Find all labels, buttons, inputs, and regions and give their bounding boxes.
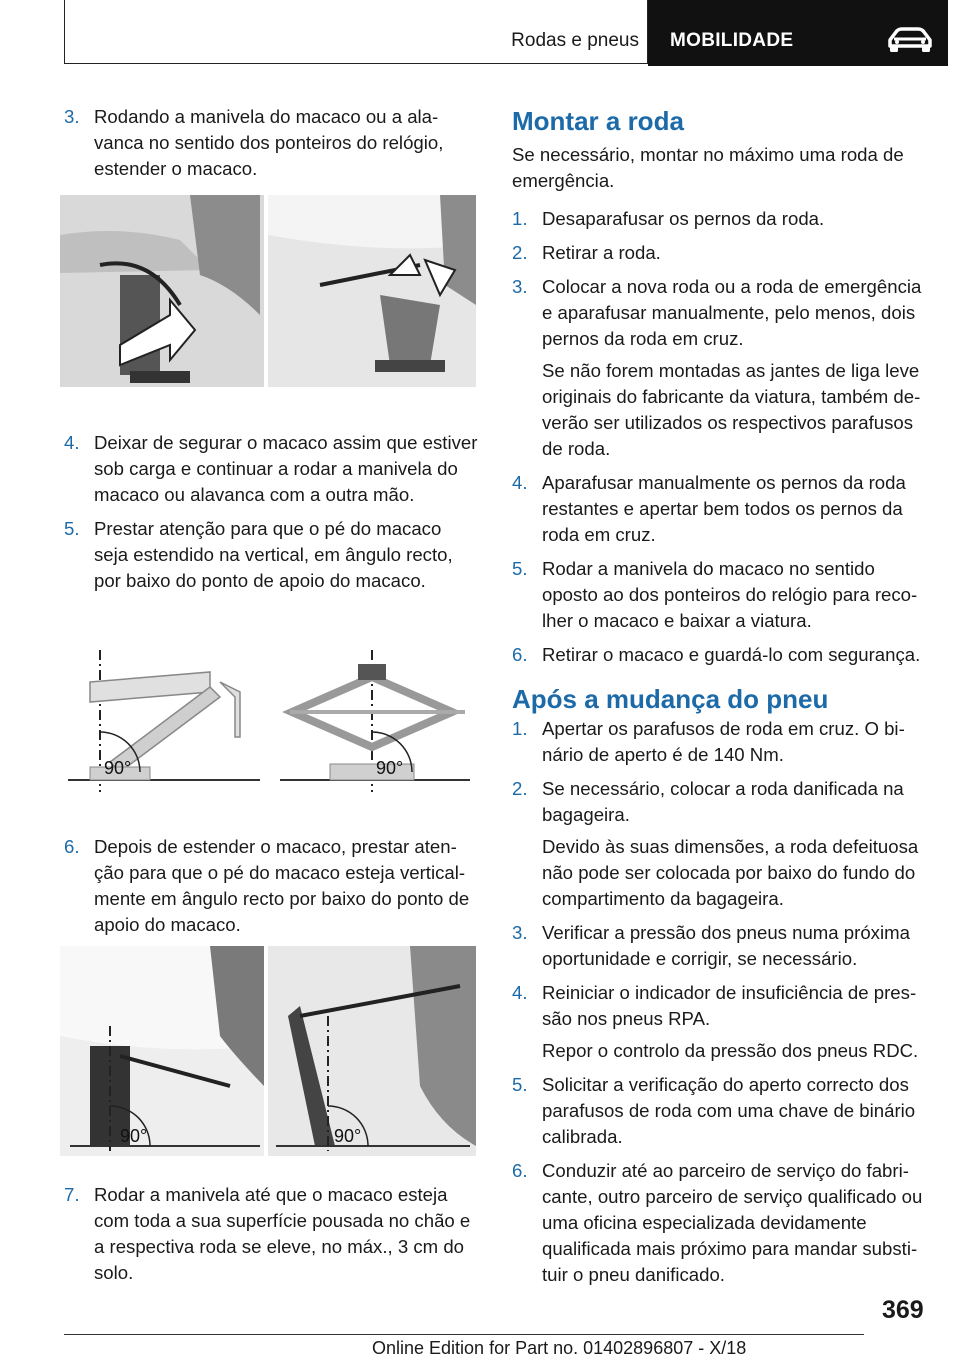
step-text: Verificar a pressão dos pneus numa próxima oportunidade e corrigir, se necessário. — [542, 922, 910, 969]
mount-intro: Se necessário, montar no máximo uma roda de emergência. — [512, 144, 904, 191]
jack-angle-diagram — [60, 642, 476, 794]
step-number: 6. — [512, 644, 528, 665]
section-title: Rodas e pneus — [511, 30, 639, 51]
mount-wheel-title: Montar a roda — [512, 106, 684, 136]
step-text: Apertar os parafusos de roda em cruz. O binário de aperto é de 140 Nm. — [542, 718, 905, 765]
angle-label: 90° — [376, 758, 404, 778]
right-column — [512, 104, 932, 1296]
step-text: Retirar a roda. — [542, 242, 661, 263]
step-text: Reiniciar o indicador de insuficiência de pressão nos pneus RPA. — [542, 982, 917, 1029]
left-step-7 — [64, 1182, 478, 1294]
step-number: 7. — [64, 1184, 80, 1205]
step-text: Rodar a manivela até que o macaco esteja com toda a sua superfície pousada no chão e a respectiva roda se eleve, no máx., 3 cm do solo. — [94, 1184, 471, 1283]
car-icon — [884, 26, 936, 54]
step-text: Rodando a manivela do macaco ou a alavanca no sentido dos ponteiros do relógio, estender o macaco. — [94, 106, 444, 179]
step-number: 4. — [512, 472, 528, 493]
step-number: 1. — [512, 718, 528, 739]
angle-label: 90° — [104, 758, 132, 778]
step-text: Conduzir até ao parceiro de serviço do fabricante, outro parceiro de serviço qualificado ou uma oficina especializada devidamente qualificada mais próximo para mandar substituir o pneu danificado. — [542, 1160, 923, 1285]
step-note: Se não forem montadas as jantes de liga leve originais do fabricante da viatura, também deverão ser utilizados os respectivos parafusos de roda. — [542, 360, 921, 459]
step-text: Colocar a nova roda ou a roda de emergência e aparafusar manualmente, pelo menos, dois pernos da roda em cruz. — [542, 276, 922, 349]
step-number: 3. — [64, 106, 80, 127]
step-number: 2. — [512, 778, 528, 799]
header-tab — [64, 0, 648, 64]
step-number: 6. — [64, 836, 80, 857]
jack-extending-figure — [60, 195, 476, 387]
step-number: 3. — [512, 276, 528, 297]
page-header — [64, 0, 948, 66]
step-text: Rodar a manivela do macaco no sentido oposto ao dos ponteiros do relógio para recolher o macaco e baixar a viatura. — [542, 558, 918, 631]
step-text: Depois de estender o macaco, prestar atenção para que o pé do macaco esteja verticalmente em ângulo recto por baixo do ponto de apoio do macaco. — [94, 836, 470, 935]
page-number: 369 — [882, 1296, 924, 1324]
edition-text: Online Edition for Part no. 01402896807 - X/18 — [372, 1338, 747, 1358]
footer-divider — [64, 1334, 864, 1335]
left-step-6 — [64, 834, 478, 946]
step-number: 3. — [512, 922, 528, 943]
step-number: 5. — [512, 558, 528, 579]
step-number: 6. — [512, 1160, 528, 1181]
step-text: Retirar o macaco e guardá-lo com segurança. — [542, 644, 921, 665]
step-text: Aparafusar manualmente os pernos da roda restantes e apertar bem todos os pernos da roda em cruz. — [542, 472, 906, 545]
step-number: 4. — [64, 432, 80, 453]
angle-label: 90° — [120, 1126, 148, 1146]
step-number: 1. — [512, 208, 528, 229]
category-block — [648, 0, 948, 66]
jack-vertical-figure — [60, 946, 476, 1156]
step-number: 5. — [512, 1074, 528, 1095]
step-note: Repor o controlo da pressão dos pneus RDC. — [542, 1040, 919, 1061]
angle-label: 90° — [334, 1126, 362, 1146]
step-text: Se necessário, colocar a roda danificada na bagageira. — [542, 778, 904, 825]
step-text: Prestar atenção para que o pé do macaco seja estendido na vertical, em ângulo recto, por baixo do ponto de apoio do macaco. — [94, 518, 453, 591]
after-change-title: Após a mudança do pneu — [512, 684, 829, 714]
category-label: MOBILIDADE — [670, 30, 794, 51]
step-text: Desaparafusar os pernos da roda. — [542, 208, 825, 229]
step-text: Deixar de segurar o macaco assim que estiver sob carga e continuar a rodar a manivela do macaco ou alavanca com a outra mão. — [94, 432, 478, 505]
step-number: 5. — [64, 518, 80, 539]
step-text: Solicitar a verificação do aperto correcto dos parafusos de roda com uma chave de binário calibrada. — [542, 1074, 916, 1147]
left-steps-4-5 — [64, 430, 478, 602]
step-note: Devido às suas dimensões, a roda defeituosa não pode ser colocada por baixo do fundo do compartimento da bagageira. — [542, 836, 919, 909]
left-step-3 — [64, 104, 478, 190]
step-number: 4. — [512, 982, 528, 1003]
step-number: 2. — [512, 242, 528, 263]
